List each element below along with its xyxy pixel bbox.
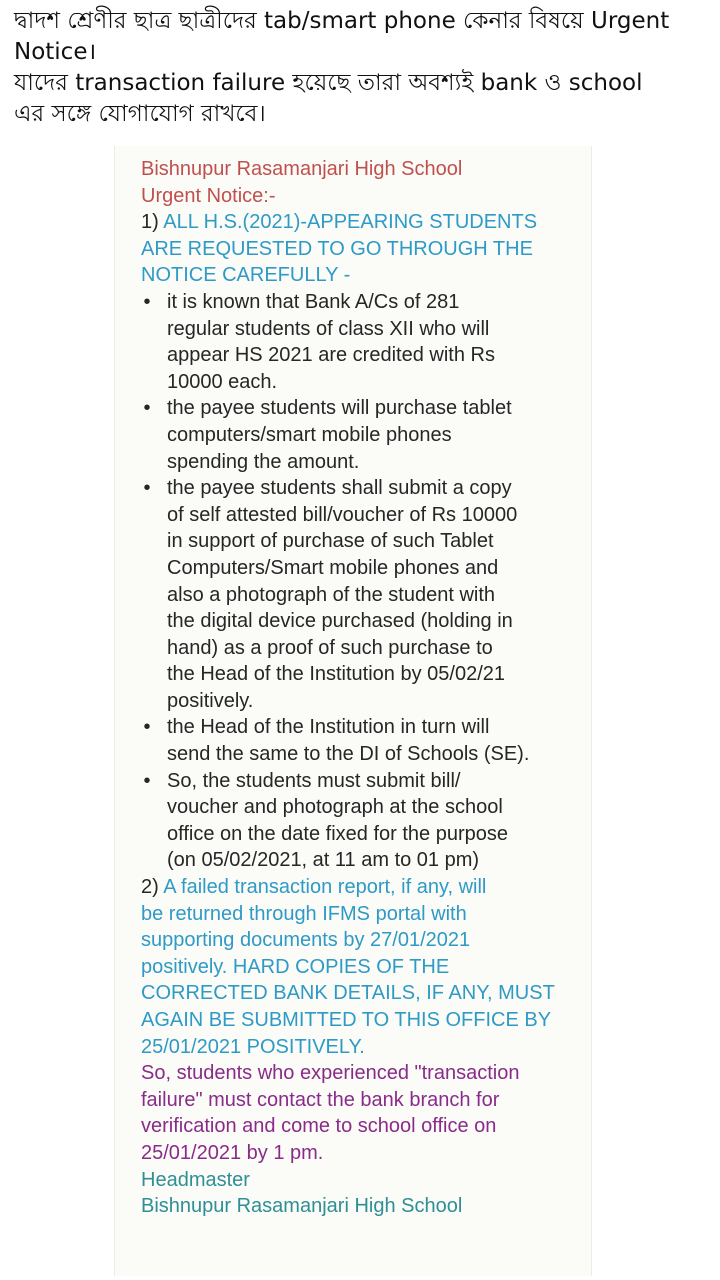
notice-bullet-line: spending the amount.	[167, 450, 360, 473]
notice-bullet-line: hand) as a proof of such purchase to	[167, 636, 493, 659]
notice-item2-line: be returned through IFMS portal with	[141, 902, 467, 925]
notice-signature-school: Bishnupur Rasamanjari High School	[141, 1195, 463, 1218]
notice-item2	[141, 874, 591, 901]
notice-item1	[141, 209, 591, 236]
notice-bullet-line: of self attested bill/voucher of Rs 10000	[167, 503, 518, 526]
notice-transaction-failure-line: verification and come to school office on	[141, 1115, 497, 1138]
notice-item2-line: positively. HARD COPIES OF THE	[141, 955, 450, 978]
notice-bullet-item	[141, 475, 591, 714]
notice-bullet-item	[141, 768, 591, 874]
bullet-dot: •	[143, 290, 151, 313]
notice-bullet-line: 10000 each.	[167, 370, 278, 393]
bullet-dot: •	[143, 397, 151, 420]
notice-bullet-line: regular students of class XII who will	[167, 317, 490, 340]
notice-bullet-line: send the same to the DI of Schools (SE).	[167, 743, 530, 766]
post-caption-line: এর সঙ্গে যোগাযোগ রাখবে।	[14, 101, 266, 127]
bullet-dot: •	[143, 716, 151, 739]
notice-bullet-line: the digital device purchased (holding in	[167, 610, 513, 633]
notice-item1-heading-line: ALL H.S.(2021)-APPEARING STUDENTS	[163, 211, 538, 234]
post-caption	[14, 6, 714, 130]
post-caption-line: দ্বাদশ শ্রেণীর ছাত্র ছাত্রীদের tab/smart phone কেনার বিষয়ে Urgent	[14, 8, 670, 34]
notice-item2-line: A failed transaction report, if any, will	[163, 876, 487, 899]
notice-image[interactable]	[114, 146, 592, 1276]
notice-item1-heading-line: NOTICE CAREFULLY -	[141, 264, 351, 287]
notice-bullet-line: the Head of the Institution in turn will	[167, 716, 490, 739]
notice-bullet-list	[141, 289, 591, 874]
notice-bullet-line: the Head of the Institution by 05/02/21	[167, 663, 506, 686]
notice-transaction-failure-line: failure" must contact the bank branch for	[141, 1088, 500, 1111]
bullet-dot: •	[143, 769, 151, 792]
notice-bullet-line: positively.	[167, 689, 254, 712]
notice-item1-number: 1)	[141, 211, 159, 234]
notice-school-name: Bishnupur Rasamanjari High School	[141, 158, 463, 180]
notice-bullet-line: the payee students will purchase tablet	[167, 397, 512, 420]
notice-item2-line: CORRECTED BANK DETAILS, IF ANY, MUST	[141, 982, 555, 1005]
notice-bullet-item	[141, 289, 591, 395]
notice-item2-line: 25/01/2021 POSITIVELY.	[141, 1035, 365, 1058]
post-caption-line: Notice।	[14, 39, 97, 65]
notice-signature-title: Headmaster	[141, 1168, 250, 1191]
notice-transaction-failure-line: 25/01/2021 by 1 pm.	[141, 1141, 324, 1164]
post-caption-line: যাদের transaction failure হয়েছে তারা অবশ্যই bank ও school	[14, 70, 643, 96]
notice-bullet-line: computers/smart mobile phones	[167, 423, 452, 446]
notice-bullet-line: office on the date fixed for the purpose	[167, 822, 508, 845]
notice-item2-number: 2)	[141, 876, 159, 899]
notice-bullet-line: voucher and photograph at the school	[167, 796, 503, 819]
notice-transaction-failure-line: So, students who experienced "transaction	[141, 1062, 520, 1085]
notice-item2-line: supporting documents by 27/01/2021	[141, 929, 471, 952]
notice-bullet-item	[141, 395, 591, 475]
notice-bullet-line: So, the students must submit bill/	[167, 769, 461, 792]
notice-item1-heading-line: ARE REQUESTED TO GO THROUGH THE	[141, 237, 533, 260]
bullet-dot: •	[143, 477, 151, 500]
notice-bullet-line: it is known that Bank A/Cs of 281	[167, 290, 460, 313]
notice-item2-line: AGAIN BE SUBMITTED TO THIS OFFICE BY	[141, 1009, 552, 1031]
notice-bullet-line: Computers/Smart mobile phones and	[167, 556, 499, 579]
notice-bullet-line: in support of purchase of such Tablet	[167, 530, 494, 553]
notice-bullet-item	[141, 714, 591, 767]
notice-bullet-line: the payee students shall submit a copy	[167, 477, 512, 500]
notice-bullet-line: also a photograph of the student with	[167, 583, 496, 606]
notice-urgent-label: Urgent Notice:-	[141, 184, 276, 207]
notice-bullet-line: appear HS 2021 are credited with Rs	[167, 344, 495, 367]
notice-bullet-line: (on 05/02/2021, at 11 am to 01 pm)	[167, 849, 480, 872]
